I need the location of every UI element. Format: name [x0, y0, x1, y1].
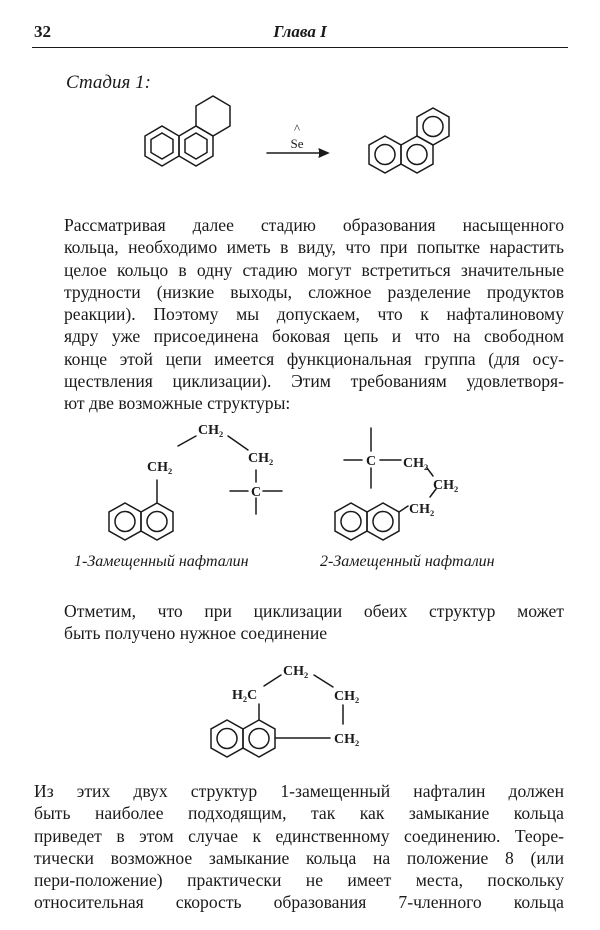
ch2-label: CH₂ — [147, 460, 173, 475]
chain-bond — [178, 436, 196, 446]
text-line: ществления циклизации). Этим требованиям удовлетворя- — [64, 371, 564, 392]
phenanthrene-structure — [369, 108, 449, 173]
paragraph-cyclization — [64, 600, 564, 645]
chapter-title: Глава I — [273, 22, 327, 41]
benzene-ring — [211, 720, 243, 757]
text-line: трудности (низкие выходы, сложное разделение продуктов — [64, 281, 564, 302]
ch2-label: CH₂ — [283, 664, 309, 679]
ch2-label: CH₂ — [334, 689, 360, 704]
aromatic-circle — [341, 512, 361, 532]
chain-bond — [399, 506, 408, 512]
text-line: быть получено нужное соединение — [64, 623, 328, 644]
text-line: Рассматривая далее стадию образования насыщенного — [64, 215, 564, 235]
aromatic-circle — [217, 729, 237, 749]
reagent-label: Se — [290, 136, 304, 151]
structure-2-substituted — [335, 428, 436, 540]
paragraph-structures-intro — [64, 214, 564, 415]
text-line: пери-положение) практически не имеет места, поскольку — [34, 870, 564, 891]
ch2-label: CH₂ — [334, 732, 360, 747]
text-line: ют две возможные структуры: — [64, 393, 291, 414]
text-line: реакции). Поэтому мы допускаем, что к нафталиновому — [64, 304, 564, 325]
tetrahydrophenanthrene-structure — [145, 96, 230, 166]
ch2-label: CH₂ — [433, 478, 459, 493]
text-line: ядру уже присоединена боковая цепь и что на свободном — [64, 326, 564, 347]
ch2-label: CH₂ — [198, 423, 224, 438]
aromatic-circle — [375, 145, 395, 165]
ch2-label: CH₂ — [409, 502, 435, 517]
text-line: тически возможное замыкание кольца на положение 8 (или — [34, 847, 564, 868]
benzene-ring — [145, 126, 179, 166]
cyclization-structure — [211, 675, 343, 757]
saturated-ring — [196, 96, 230, 136]
paragraph-conclusion — [34, 780, 564, 914]
aromatic-circle — [185, 133, 207, 159]
text-line: кольца, необходимо иметь в виду, что при попытке нарастить — [64, 237, 564, 258]
text-line: конце этой цепи имеется функциональная группа (для осу- — [64, 348, 564, 369]
aromatic-circle — [115, 512, 135, 532]
chain-bond — [228, 436, 248, 450]
benzene-ring — [369, 136, 401, 173]
aromatic-circle — [151, 133, 173, 159]
chain-bond — [264, 675, 281, 686]
benzene-ring — [109, 503, 141, 540]
carbon-label: C — [366, 454, 377, 469]
caption-1-substituted: 1-Замещенный нафталин — [74, 553, 249, 570]
page-number: 32 — [34, 22, 51, 41]
aromatic-circle — [147, 512, 167, 532]
caption-2-substituted: 2-Замещенный нафталин — [320, 553, 495, 570]
text-line: быть наиболее подходящим, так как замыкание кольца — [34, 803, 564, 824]
aromatic-circle — [423, 117, 443, 137]
benzene-ring — [141, 503, 173, 540]
text-line: Из этих двух структур 1-замещенный нафталин должен — [34, 781, 564, 801]
text-line: приведет в этом случае к единственному соединению. Теоре- — [34, 825, 564, 846]
text-line: целое кольцо в одну стадию могут встретиться значительные — [64, 259, 564, 280]
h2c-label: H₂C — [232, 688, 258, 703]
benzene-ring — [417, 108, 449, 145]
ch2-label: CH₂ — [248, 451, 274, 466]
text-line: Отметим, что при циклизации обеих структур может — [64, 601, 564, 621]
carbon-label: C — [251, 485, 262, 500]
chain-bond — [314, 675, 333, 687]
benzene-ring — [243, 720, 275, 757]
aromatic-circle — [373, 512, 393, 532]
aromatic-circle — [407, 145, 427, 165]
stage-label: Стадия 1: — [66, 72, 151, 93]
benzene-ring — [335, 503, 367, 540]
aromatic-circle — [249, 729, 269, 749]
benzene-ring — [179, 126, 213, 166]
text-line: относительная скорость образования 7-членного кольца — [34, 892, 564, 913]
ch2-label: CH₂ — [403, 456, 429, 471]
benzene-ring — [367, 503, 399, 540]
reagent-hat: ^ — [293, 121, 301, 136]
